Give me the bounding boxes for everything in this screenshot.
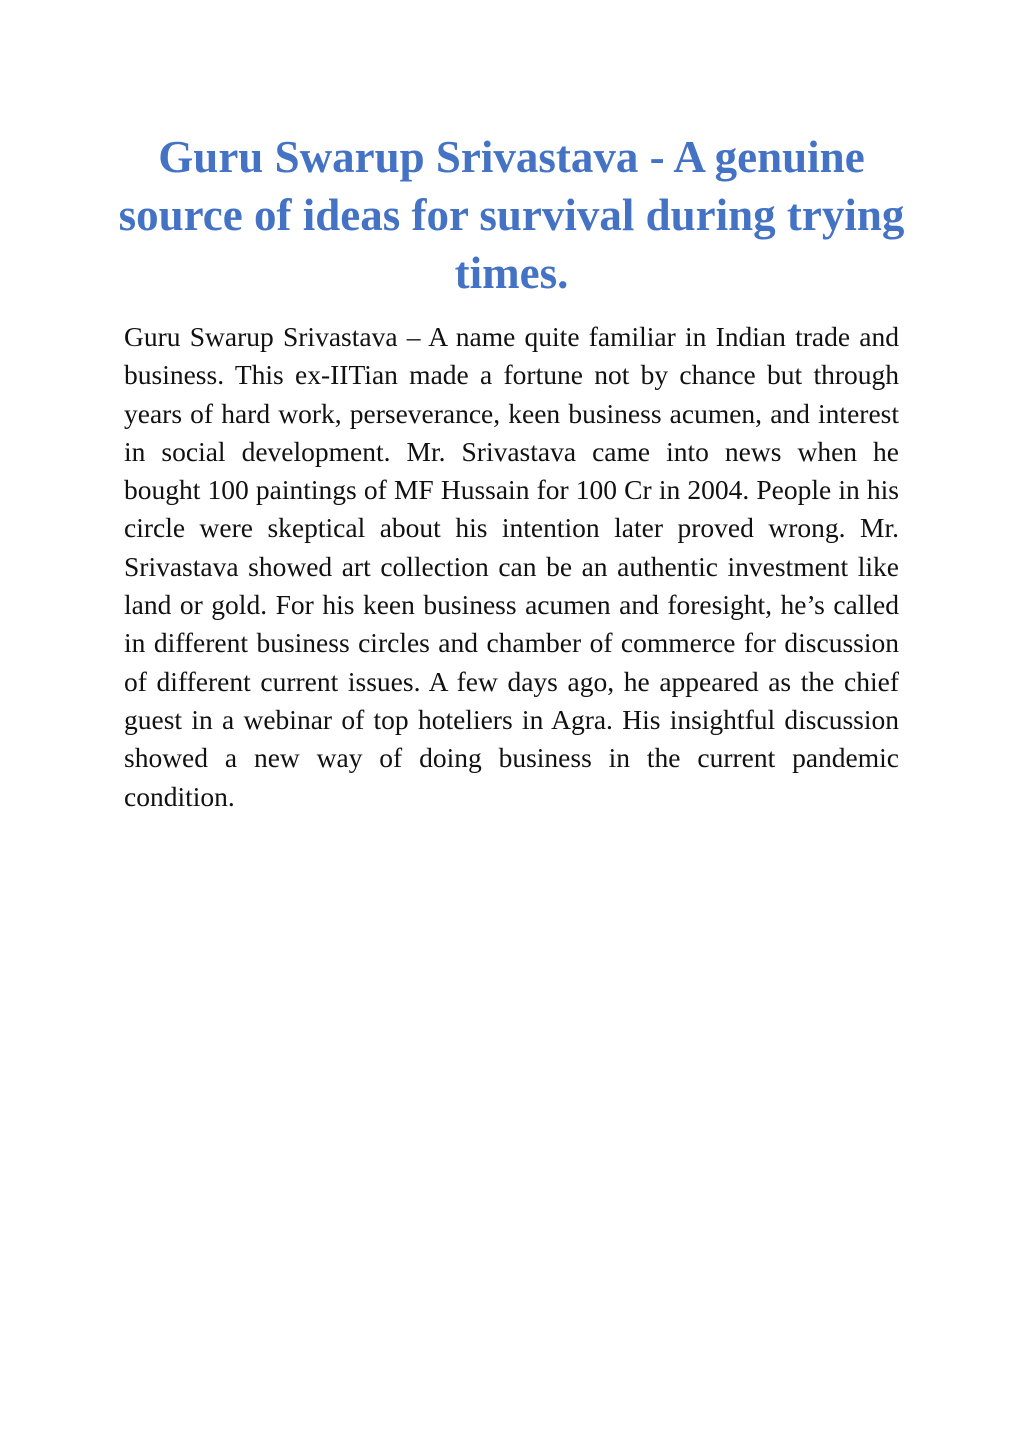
body-paragraph: Guru Swarup Srivastava – A name quite familiar in Indian trade and business. This ex-IITian made a fortune not by chance but through years of hard work, perseverance, keen business acumen, and interest in social development. Mr. Srivastava came into news when he bought 100 paintings of MF Hussain for 100 Cr in 2004. People in his circle were skeptical about his intention later proved wrong. Mr. Srivastava showed art collection can be an authentic investment like land or gold. For his keen business acumen and foresight, he’s called in different business circles and chamber of commerce for discussion of different current issues. A few days ago, he appeared as the chief guest in a webinar of top hoteliers in Agra. His insightful discussion showed a new way of doing business in the current pandemic condition. [124, 321, 899, 812]
page-title: Guru Swarup Srivastava - A genuine source of ideas for survival during trying times. [118, 132, 905, 298]
